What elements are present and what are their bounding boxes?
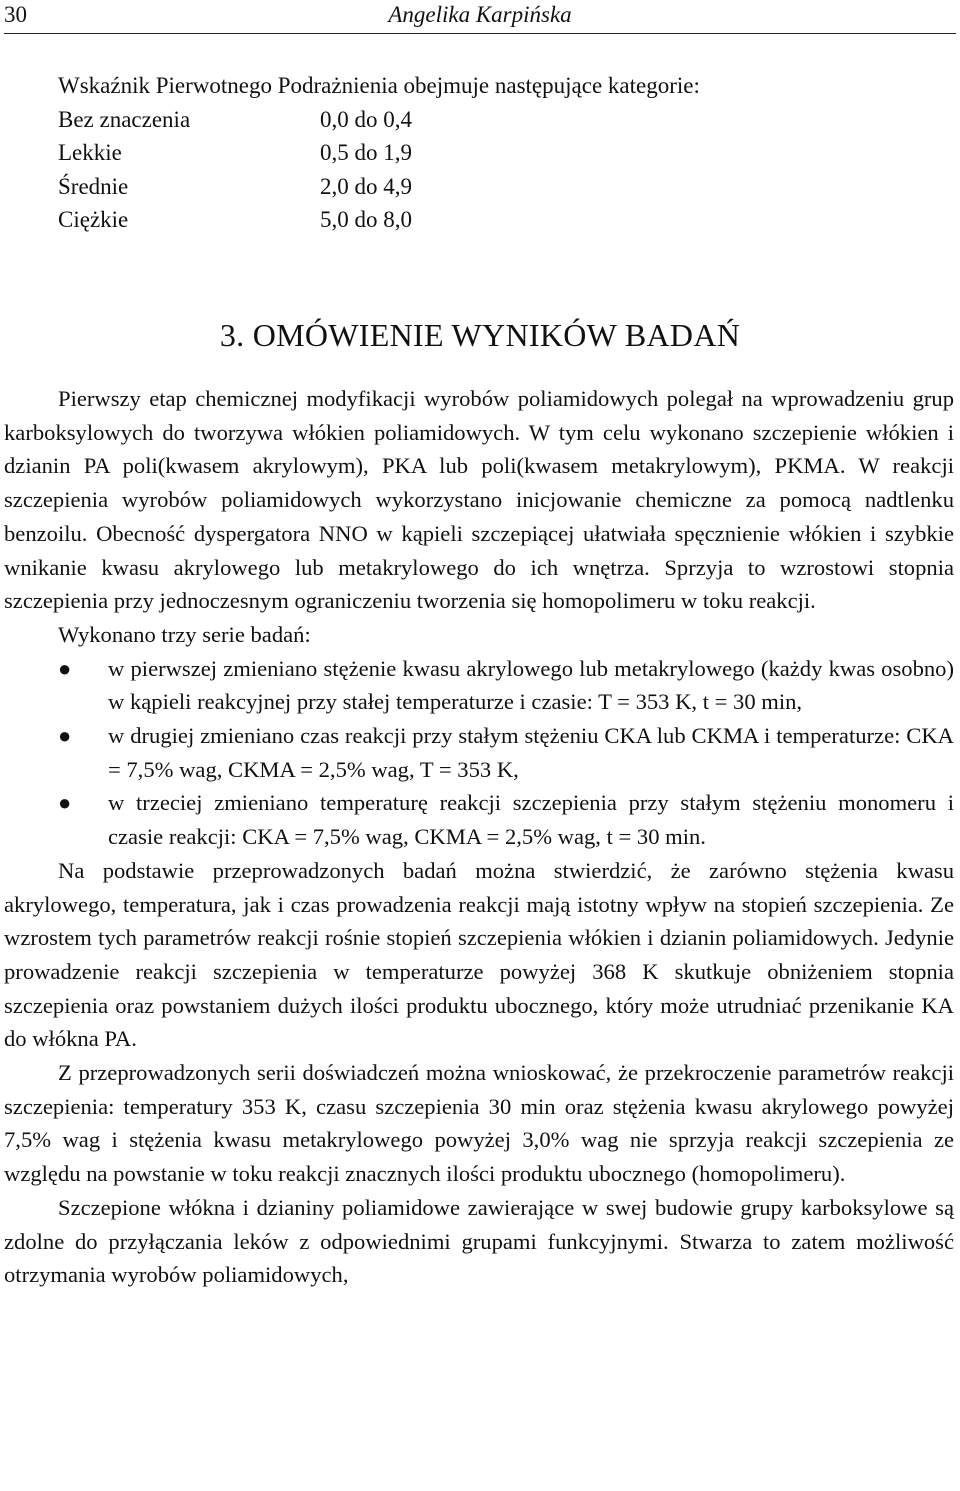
category-range: 2,0 do 4,9 bbox=[320, 173, 412, 199]
paragraph: Z przeprowadzonych serii doświadczeń można wnioskować, że przekroczenie parametrów reakcji szczepienia: temperatury 353 K, czasu szczepienia 30 min oraz stężenia kwasu akrylowego powyżej 7,5% wag i stężenia kwasu metakrylowego powyżej 3,0% wag nie sprzyja reakcji szczepienia ze względu na powstanie w toku reakcji znacznych ilości produktu ubocznego (homopolimeru). bbox=[4, 1060, 954, 1187]
category-range: 0,0 do 0,4 bbox=[320, 106, 412, 132]
categories-lead: Wskaźnik Pierwotnego Podrażnienia obejmuje następujące kategorie: bbox=[58, 73, 700, 98]
paragraph: Szczepione włókna i dzianiny poliamidowe zawierające w swej budowie grupy karboksylowe są zdolne do przyłączania leków z odpowiednimi grupami funkcyjnymi. Stwarza to zatem możliwość otrzymania wyrobów poliamidowych, bbox=[4, 1194, 954, 1288]
category-name: Ciężkie bbox=[58, 207, 129, 232]
list-item bbox=[4, 652, 954, 719]
category-range: 5,0 do 8,0 bbox=[320, 207, 412, 232]
category-name: Bez znaczenia bbox=[58, 106, 191, 132]
bullet-icon: ● bbox=[58, 790, 72, 816]
category-row bbox=[58, 103, 700, 137]
category-row bbox=[58, 203, 700, 237]
category-name: Średnie bbox=[58, 173, 129, 199]
list-item-text: w drugiej zmieniano czas reakcji przy stałym stężeniu CKA lub CKMA i temperaturze: CKA = 7,5% wag, CKMA = 2,5% wag, T = 353 K, bbox=[108, 723, 954, 782]
irritation-index-categories bbox=[58, 69, 700, 237]
category-row bbox=[58, 136, 700, 170]
page-header bbox=[4, 0, 956, 34]
list-item bbox=[4, 719, 954, 786]
category-name: Lekkie bbox=[58, 140, 122, 165]
paragraph: Pierwszy etap chemicznej modyfikacji wyrobów poliamidowych polegał na wprowadzeniu grup karboksylowych do tworzywa włókien poliamidowych. W tym celu wykonano szczepienie włókien i dzianin PA poli(kwasem akrylowym), PKA lub poli(kwasem metakrylowym), PKMA. W reakcji szczepienia wyrobów poliamidowych wykorzystano inicjowanie chemiczne za pomocą nadtlenku benzoilu. Obecność dyspergatora NNO w kąpieli szczepiącej ułatwiała spęcznienie włókien i szybkie wnikanie kwasu akrylowego lub metakrylowego do ich wnętrza. Sprzyja to wzrostowi stopnia szczepienia przy jednoczesnym ograniczeniu tworzenia się homopolimeru w toku reakcji. bbox=[4, 386, 954, 614]
section-title: 3. OMÓWIENIE WYNIKÓW BADAŃ bbox=[219, 317, 741, 353]
category-range: 0,5 do 1,9 bbox=[320, 140, 412, 165]
list-item bbox=[4, 786, 954, 853]
body-text bbox=[4, 382, 954, 1292]
list-item-text: w trzeciej zmieniano temperaturę reakcji szczepienia przy stałym stężeniu monomeru i czasie reakcji: CKA = 7,5% wag, CKMA = 2,5% wag, t = 30 min. bbox=[108, 790, 954, 850]
list-item-text: w pierwszej zmieniano stężenie kwasu akrylowego lub metakrylowego (każdy kwas osobno) w kąpieli reakcyjnej przy stałej temperaturze i czasie: T = 353 K, t = 30 min, bbox=[108, 655, 954, 715]
paragraph: Na podstawie przeprowadzonych badań można stwierdzić, że zarówno stężenia kwasu akrylowego, temperatura, jak i czas prowadzenia reakcji mają istotny wpływ na stopień szczepienia. Ze wzrostem tych parametrów reakcji rośnie stopień szczepienia włókien i dzianin poliamidowych. Jedynie prowadzenie reakcji szczepienia w temperaturze powyżej 368 K skutkuje obniżeniem stopnia szczepienia oraz powstaniem dużych ilości produktu ubocznego, który może utrudniać przenikanie KA do włókna PA. bbox=[4, 857, 954, 1052]
series-lead: Wykonano trzy serie badań: bbox=[58, 621, 311, 647]
bullet-icon: ● bbox=[58, 723, 72, 749]
category-row bbox=[58, 170, 700, 204]
running-head-author: Angelika Karpińska bbox=[388, 2, 572, 27]
bullet-icon: ● bbox=[58, 655, 72, 681]
series-list bbox=[4, 652, 954, 854]
page-number: 30 bbox=[4, 2, 27, 27]
